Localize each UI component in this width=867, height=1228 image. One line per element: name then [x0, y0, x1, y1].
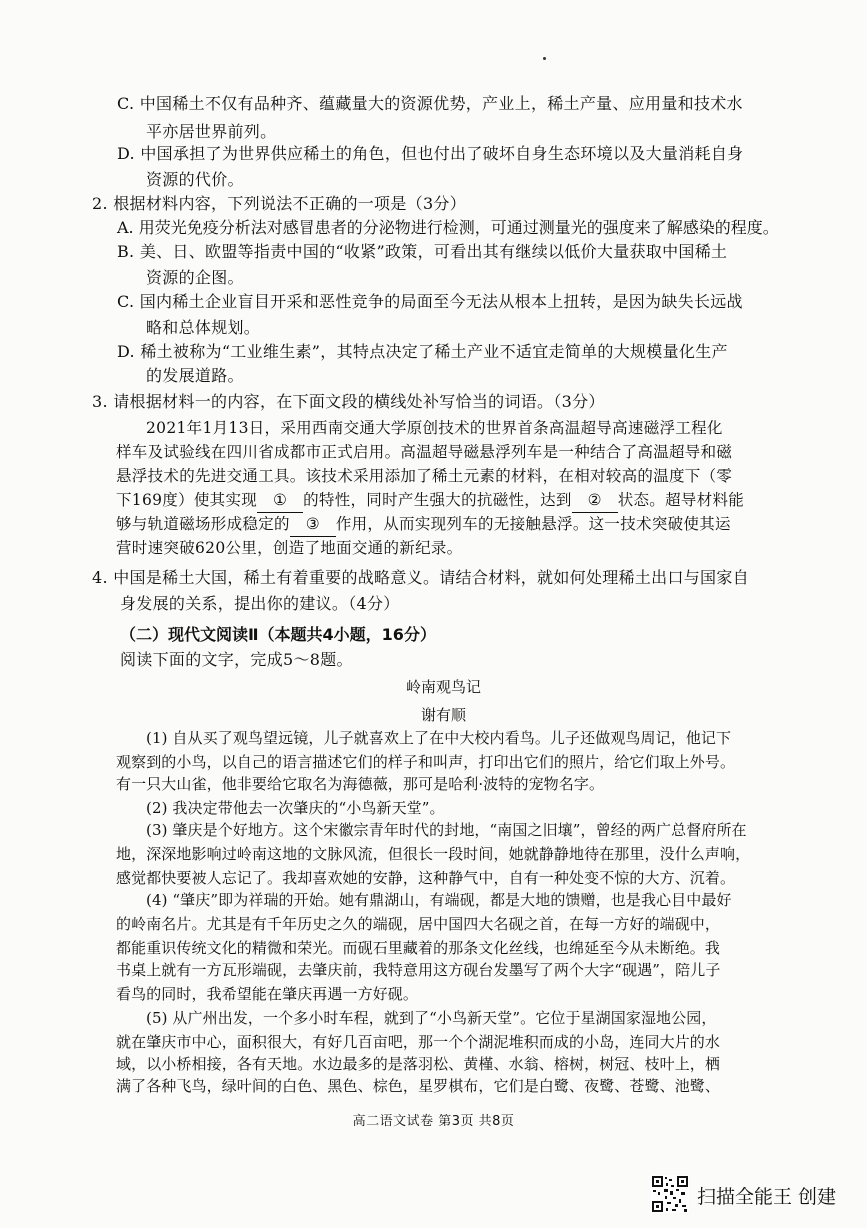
article-line: (2) 我决定带他去一次肇庆的“小鸟新天堂”。 [146, 799, 445, 817]
article-line: 域，以小桥相接，各有天地。水边最多的是落羽松、黄槿、水翁、榕树，树冠、枝叶上，栖 [116, 1055, 721, 1073]
q3-passage-line4 [116, 488, 744, 513]
fill-blank-2[interactable]: ② [572, 488, 618, 513]
q4-line1: 4. 中国是稀土大国，稀土有着重要的战略意义。请结合材料，就如何处理稀土出口与国家自 [92, 568, 749, 587]
article-line: 满了各种飞鸟，绿叶间的白色、黑色、棕色，星罗棋布，它们是白鹭、夜鹭、苍鹭、池鹭、 [116, 1077, 721, 1095]
q3-passage-line5 [116, 512, 731, 537]
q3-passage-line1: 2021年1月13日，采用西南交通大学原创技术的世界首条高温超导高速磁浮工程化 [146, 419, 723, 437]
q3-stem: 3. 请根据材料一的内容，在下面文段的横线处补写恰当的词语。（3分） [92, 392, 605, 411]
article-line: (1) 自从买了观鸟望远镜，儿子就喜欢上了在中大校内看鸟。儿子还做观鸟周记，他记下 [146, 729, 732, 747]
q2-stem: 2. 根据材料内容，下列说法不正确的一项是（3分） [92, 194, 467, 213]
qr-code-icon [651, 1175, 689, 1213]
q2-option-d-line1: D. 稀土被称为“工业维生素”，其特点决定了稀土产业不适宜走简单的大规模量化生产 [117, 342, 728, 361]
q3-passage-line6: 营时速突破620公里，创造了地面交通的新纪录。 [116, 539, 463, 557]
q3-passage-line2: 样车及试验线在四川省成都市正式启用。高温超导磁悬浮列车是一种结合了高温超导和磁 [116, 443, 733, 461]
article-line: 观察到的小鸟，以自己的语言描述它们的样子和叫声，打印出它们的照片，给它们取上外号。 [116, 753, 736, 771]
q3-text: 的特性，同时产生强大的抗磁性，达到 [303, 491, 572, 509]
q3-text: 下169度）使其实现 [116, 491, 258, 509]
q1-option-d-line1: D. 中国承担了为世界供应稀土的角色，但也付出了破坏自身生态环境以及大量消耗自身 [117, 144, 744, 163]
article-line: 书桌上就有一方瓦形端砚，去肇庆前，我特意用这方砚台发墨写了两个大字“砚遇”，陪儿子 [116, 961, 721, 979]
q1-option-c-line1: C. 中国稀土不仅有品种齐、蕴藏量大的资源优势，产业上，稀土产量、应用量和技术水 [117, 94, 743, 113]
q4-line2: 身发展的关系，提出你的建议。（4分） [120, 594, 400, 613]
article-line: 感觉都快要被人忘记了。我却喜欢她的安静，这种静气中，自有一种处变不惊的大方、沉着。 [116, 869, 736, 887]
fill-blank-1[interactable]: ① [257, 488, 303, 513]
q2-option-b-line1: B. 美、日、欧盟等指责中国的“收紧”政策，可看出其有继续以低价大量获取中国稀土 [117, 242, 728, 261]
q1-option-d-line2: 资源的代价。 [146, 170, 244, 189]
scanner-watermark: 扫描全能王 创建 [697, 1186, 837, 1208]
q3-text: 状态。超导材料能 [617, 491, 745, 509]
article-line: (4) “肇庆”即为祥瑞的开始。她有鼎湖山，有端砚，都是大地的馈赠，也是我心目中最好 [146, 891, 732, 909]
fill-blank-3[interactable]: ③ [290, 512, 336, 537]
q2-option-b-line2: 资源的企图。 [146, 268, 244, 287]
q2-option-d-line2: 的发展道路。 [146, 366, 244, 385]
article-line: 有一只大山雀，他非要给它取名为海德薇，那可是哈利·波特的宠物名字。 [116, 775, 605, 793]
q2-option-c-line1: C. 国内稀土企业盲目开采和恶性竞争的局面至今无法从根本上扭转，是因为缺失长远战 [117, 292, 743, 311]
article-title: 岭南观鸟记 [405, 678, 481, 696]
page-footer: 高二语文试卷 第3页 共8页 [352, 1114, 515, 1129]
section-heading: （二）现代文阅读Ⅱ（本题共4小题，16分） [120, 625, 436, 644]
article-line: 的岭南名片。尤其是有千年历史之久的端砚，居中国四大名砚之首，在每一方好的端砚中， [116, 915, 721, 933]
scan-speck [543, 57, 546, 60]
q3-passage-line3: 悬浮技术的先进交通工具。该技术采用添加了稀土元素的材料，在相对较高的温度下（零 [116, 467, 733, 485]
q2-option-c-line2: 略和总体规划。 [146, 318, 261, 337]
q3-text: 作用，从而实现列车的无接触悬浮。这一技术突破使其运 [335, 515, 731, 533]
article-author: 谢有顺 [420, 706, 466, 724]
article-line: (5) 从广州出发，一个多小时车程，就到了“小鸟新天堂”。它位于星湖国家湿地公园， [146, 1009, 717, 1027]
article-line: (3) 肇庆是个好地方。这个宋徽宗青年时代的封地，“南国之旧壤”，曾经的两广总督府所在 [146, 821, 747, 839]
q2-option-a: A. 用荧光免疫分析法对感冒患者的分泌物进行检测，可通过测量光的强度来了解感染的程度。 [117, 218, 779, 237]
section-instruction: 阅读下面的文字，完成5～8题。 [120, 650, 353, 669]
article-line: 就在肇庆市中心，面积很大，有好几百亩吧，那一个个湖泥堆积而成的小岛，连同大片的水 [116, 1033, 721, 1051]
article-line: 地，深深地影响过岭南这地的文脉风流，但很长一段时间，她就静静地待在那里，没什么声响， [116, 845, 751, 863]
article-line: 看鸟的同时，我希望能在肇庆再遇一方好砚。 [116, 985, 419, 1003]
article-line: 都能重识传统文化的精微和荣光。而砚石里藏着的那条文化丝线，也绵延至今从未断绝。我 [116, 939, 721, 957]
q1-option-c-line2: 平亦居世界前列。 [146, 122, 277, 141]
q3-text: 够与轨道磁场形成稳定的 [116, 515, 290, 533]
